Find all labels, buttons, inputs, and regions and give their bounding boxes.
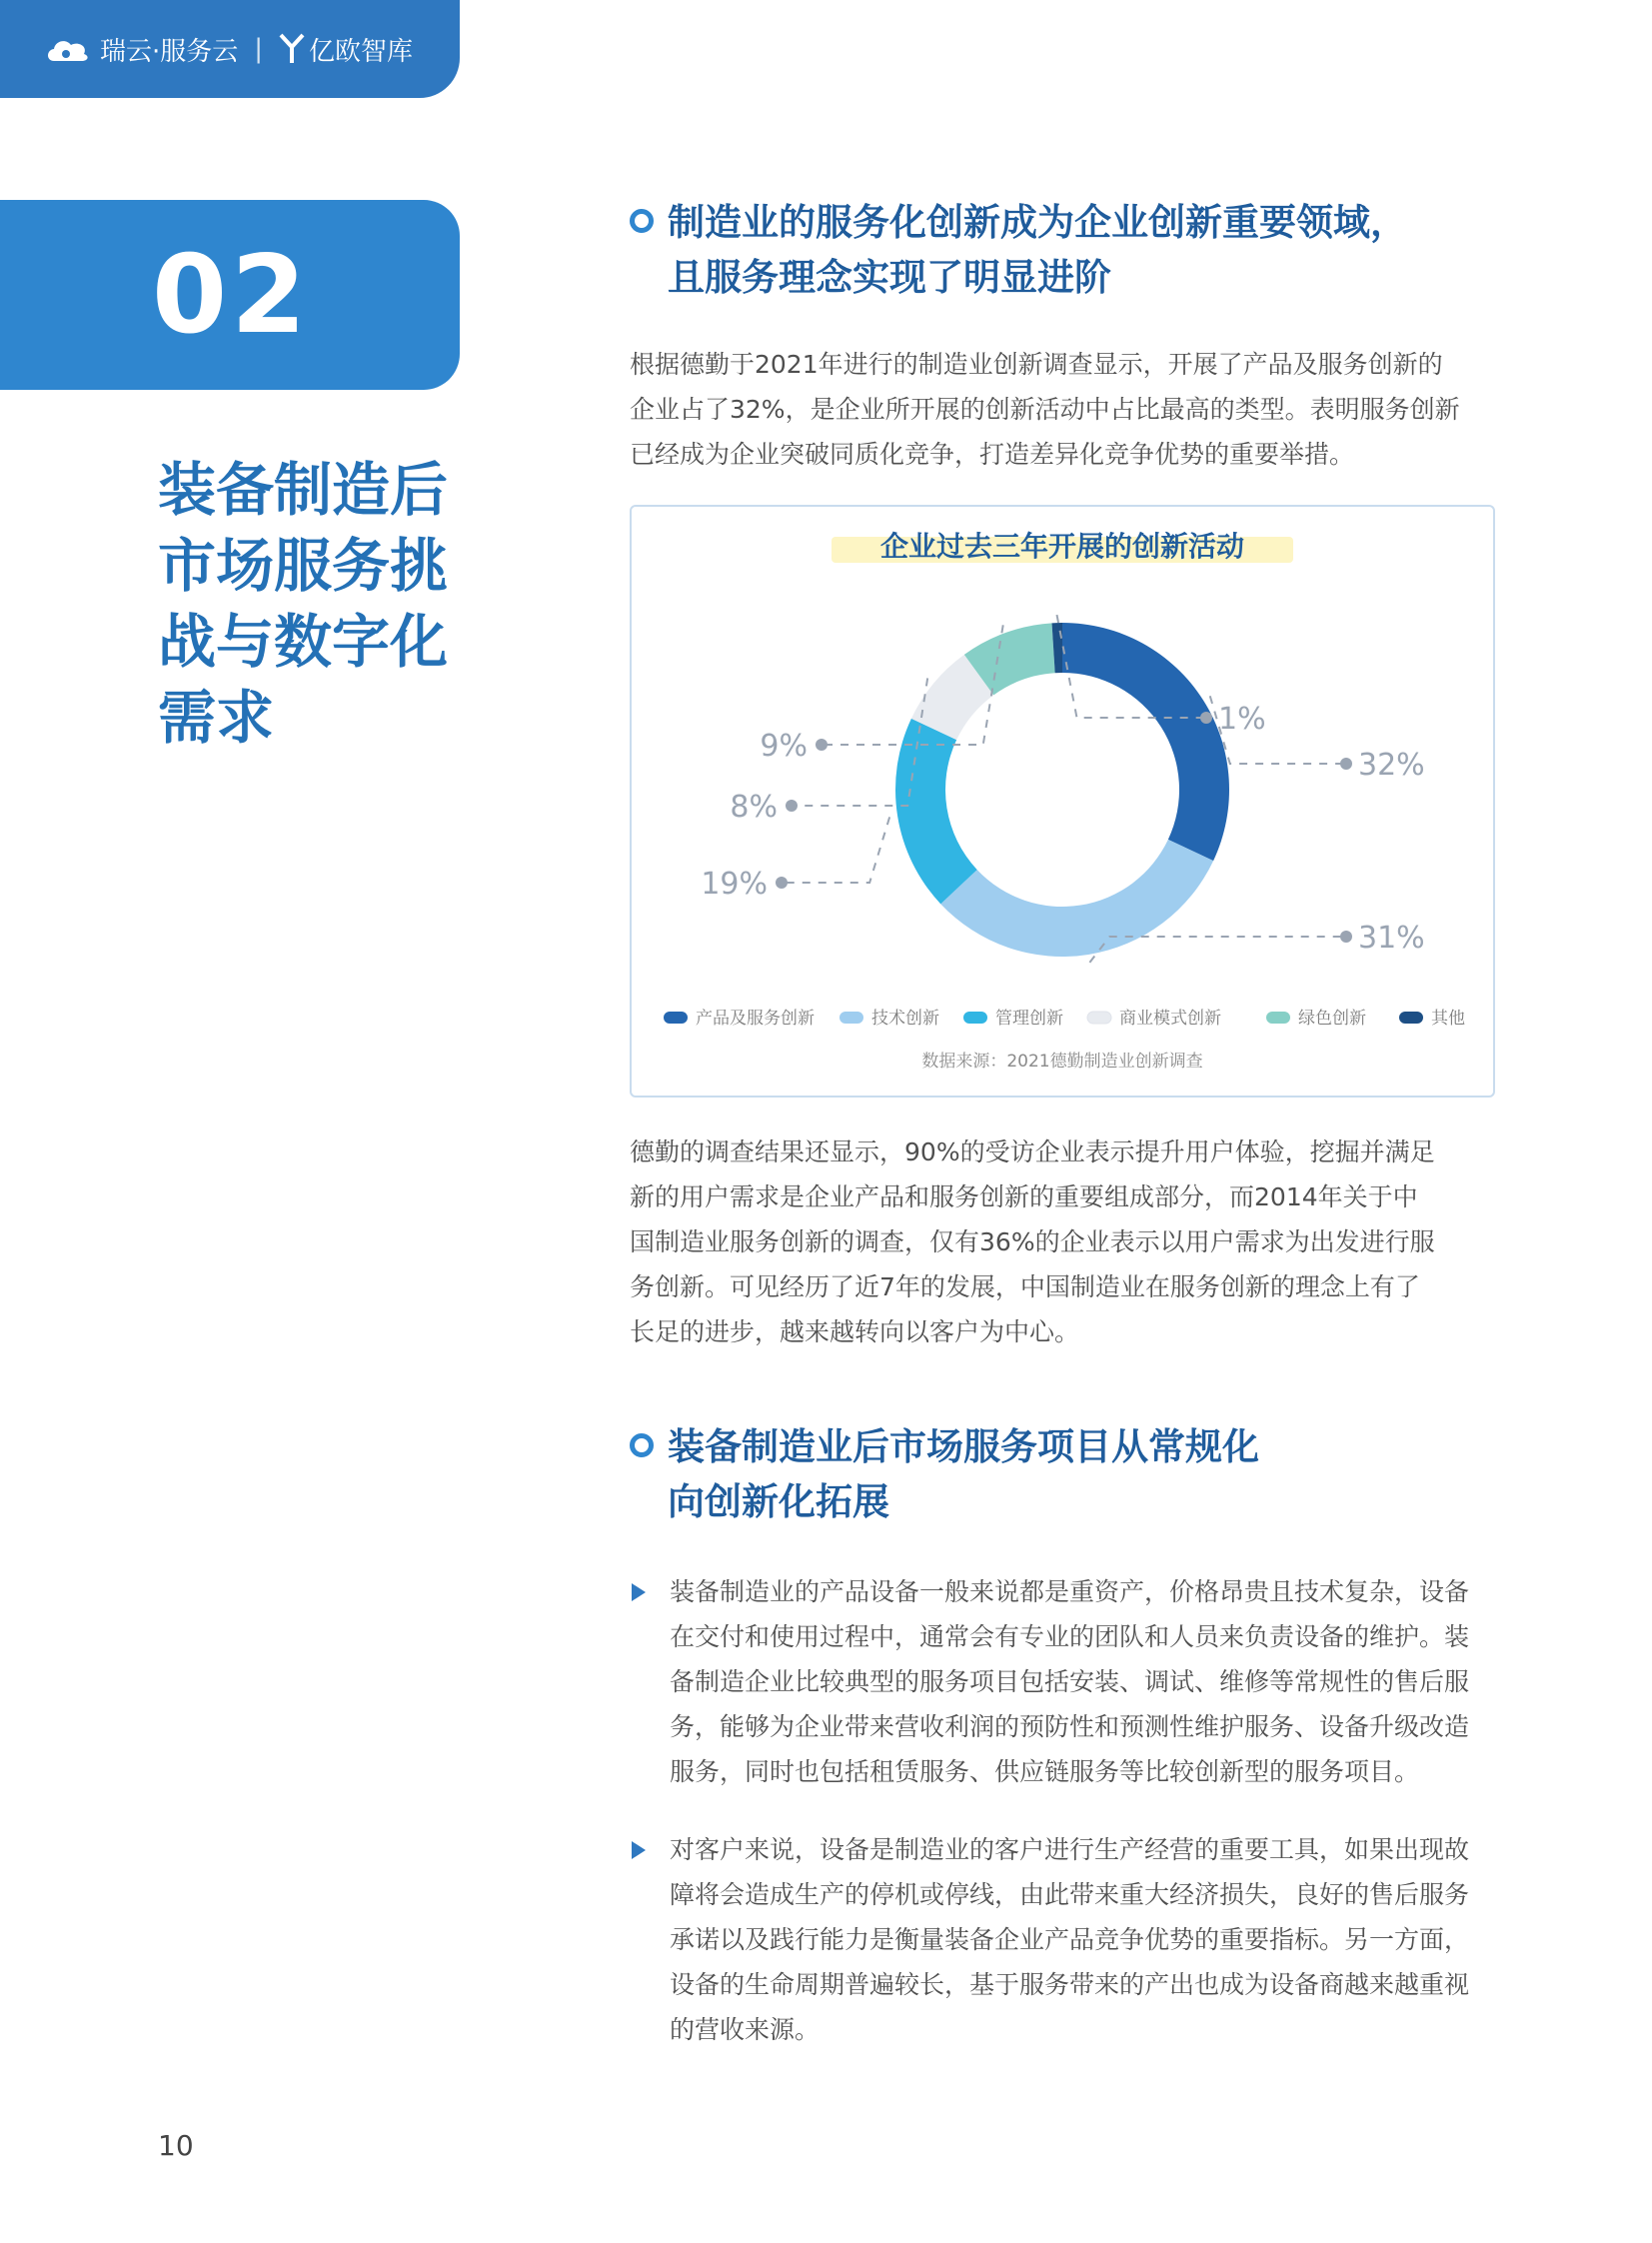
section2-heading-line: 向创新化拓展 <box>668 1480 889 1523</box>
paragraph-line: 备制造企业比较典型的服务项目包括安装、调试、维修等常规性的售后服 <box>670 1667 1470 1696</box>
legend-swatch <box>1266 1012 1290 1024</box>
legend-label: 产品及服务创新 <box>696 1009 815 1029</box>
circle-bullet-icon <box>630 1433 654 1457</box>
paragraph-line: 根据德勤于2021年进行的制造业创新调查显示，开展了产品及服务创新的 <box>630 350 1443 379</box>
leader-dot <box>1340 931 1352 943</box>
page-number: 10 <box>158 2129 194 2162</box>
leader-dot <box>1340 758 1352 770</box>
brand-name-yiou: 亿欧智库 <box>309 36 414 67</box>
section2-heading <box>630 1419 1259 1529</box>
chapter-number: 02 <box>152 232 311 358</box>
paragraph-line: 国制造业服务创新的调查，仅有36%的企业表示以用户需求为出发进行服 <box>630 1227 1435 1256</box>
data-label: 1% <box>1218 702 1266 737</box>
donut-slices <box>895 623 1229 957</box>
paragraph-line: 已经成为企业突破同质化竞争，打造差异化竞争优势的重要举措。 <box>630 440 1355 469</box>
legend-swatch <box>839 1012 863 1024</box>
triangle-bullet-icon <box>632 1841 646 1859</box>
chapter-title <box>158 452 478 756</box>
paragraph-line: 长足的进步，越来越转向以客户为中心。 <box>630 1317 1080 1346</box>
chapter-title-line: 战与数字化 <box>158 608 449 676</box>
donut-slice <box>1062 623 1229 861</box>
paragraph-line: 务创新。可见经历了近7年的发展，中国制造业在服务创新的理念上有了 <box>630 1272 1420 1301</box>
chart-title: 企业过去三年开展的创新活动 <box>879 530 1245 563</box>
triangle-bullet-icon <box>632 1583 646 1601</box>
paragraph-line: 务，能够为企业带来营收利润的预防性和预测性维护服务、设备升级改造 <box>670 1712 1470 1741</box>
leader-dot <box>776 877 788 889</box>
brand-name-ruiyun: 瑞云·服务云 <box>100 36 239 67</box>
section1-heading-line: 制造业的服务化创新成为企业创新重要领域， <box>668 201 1407 244</box>
legend-label: 商业模式创新 <box>1119 1009 1221 1029</box>
legend-swatch <box>1087 1012 1111 1024</box>
chart-card <box>630 505 1495 1098</box>
chapter-title-line: 市场服务挑 <box>158 532 449 600</box>
legend-swatch <box>664 1012 688 1024</box>
legend-swatch <box>963 1012 987 1024</box>
leader-dot <box>786 800 798 812</box>
paragraph-line: 承诺以及践行能力是衡量装备企业产品竞争优势的重要指标。另一方面， <box>670 1925 1470 1954</box>
paragraph-line: 对客户来说，设备是制造业的客户进行生产经营的重要工具，如果出现故 <box>670 1835 1470 1864</box>
leader-dot <box>816 739 827 751</box>
paragraph-line: 新的用户需求是企业产品和服务创新的重要组成部分，而2014年关于中 <box>630 1182 1418 1211</box>
data-label: 19% <box>701 867 768 902</box>
legend-label: 其他 <box>1431 1009 1465 1029</box>
data-label: 31% <box>1358 921 1425 956</box>
data-label: 32% <box>1358 748 1425 783</box>
chapter-title-line: 装备制造后 <box>158 456 449 524</box>
paragraph-line: 障将会造成生产的停机或停线，由此带来重大经济损失，良好的售后服务 <box>670 1880 1470 1909</box>
chapter-title-line: 需求 <box>158 684 275 752</box>
donut-chart <box>632 507 1493 1096</box>
brand-header <box>0 0 460 98</box>
paragraph-line: 在交付和使用过程中，通常会有专业的团队和人员来负责设备的维护。装 <box>670 1622 1470 1651</box>
legend-label: 绿色创新 <box>1298 1009 1366 1029</box>
data-label: 8% <box>730 790 778 825</box>
paragraph-line: 设备的生命周期普遍较长，基于服务带来的产出也成为设备商越来越重视 <box>670 1970 1470 1999</box>
chart-legend <box>664 1008 1465 1029</box>
section1-conclusion <box>630 1129 1499 1354</box>
paragraph-line: 装备制造业的产品设备一般来说都是重资产，价格昂贵且技术复杂，设备 <box>670 1577 1470 1606</box>
circle-bullet-icon <box>630 209 654 233</box>
leader-line <box>782 817 889 883</box>
paragraph-line: 的营收来源。 <box>670 2015 821 2044</box>
legend-swatch <box>1399 1012 1423 1024</box>
section1-intro <box>630 342 1499 477</box>
cloud-logo-icon <box>44 35 92 63</box>
yiou-logo-icon <box>279 33 305 65</box>
chapter-number-block <box>0 200 460 390</box>
section1-heading-line: 且服务理念实现了明显进阶 <box>668 256 1111 299</box>
bullet-text <box>630 1569 1499 1794</box>
paragraph-line: 德勤的调查结果还显示，90%的受访企业表示提升用户体验，挖掘并满足 <box>630 1137 1435 1166</box>
donut-slice <box>940 840 1213 957</box>
section1-heading <box>630 195 1407 305</box>
legend-label: 管理创新 <box>995 1009 1063 1029</box>
bullet-item <box>630 1569 1499 1794</box>
bullet-item <box>630 1827 1499 2052</box>
bullet-text <box>630 1827 1499 2052</box>
data-label: 9% <box>760 729 808 764</box>
paragraph-line: 服务，同时也包括租赁服务、供应链服务等比较创新型的服务项目。 <box>670 1757 1420 1786</box>
donut-slice <box>895 719 977 904</box>
legend-label: 技术创新 <box>871 1009 939 1029</box>
paragraph-line: 企业占了32%，是企业所开展的创新活动中占比最高的类型。表明服务创新 <box>630 395 1460 424</box>
leader-dot <box>1200 712 1212 724</box>
section2-heading-line: 装备制造业后市场服务项目从常规化 <box>668 1425 1259 1468</box>
brand-separator: | <box>254 34 264 64</box>
chart-source: 数据来源：2021德勤制造业创新调查 <box>921 1052 1203 1072</box>
